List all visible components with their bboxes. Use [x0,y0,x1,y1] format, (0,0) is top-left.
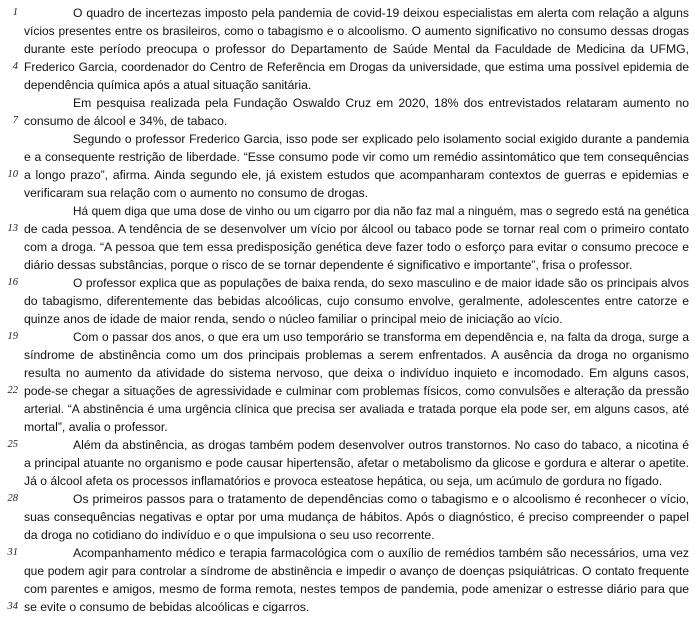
text-line [0,238,695,256]
line-number: 7 [12,115,18,126]
text-line [0,472,695,490]
line-text: diário dessas substâncias, porque o risco de se tornar dependente é significativo e importante”, frisa o professor. [24,258,633,272]
line-number: 1 [12,7,18,18]
text-line [0,580,695,598]
text-line [0,166,695,184]
line-text: vícios presentes entre os brasileiros, como o tabagismo e o alcoolismo. O aumento significativo no consumo dessas drogas [24,24,689,38]
line-text: da droga no cotidiano do indivíduo e o que impulsiona o seu uso recorrente. [24,528,435,542]
text-line [0,58,695,76]
line-text: com a droga. “A pessoa que tem essa predisposição genética deve fazer todo o esforço para evitar o consumo precoce e [24,240,689,254]
line-text: Já o álcool afeta os processos inflamatórios e provoca esteatose hepática, ou seja, um acúmulo de gordura no fígado. [24,474,663,488]
text-line [0,400,695,418]
line-text: a longo prazo”, afirma. Ainda segundo ele, já existem estudos que acompanharam contextos de guerras e epidemias e [24,168,689,182]
text-line [0,508,695,526]
line-text: resulta no aumento da atividade do sistema nervoso, que deixa o indivíduo inquieto e incomodado. Em alguns casos, [24,366,689,380]
text-line [0,184,695,202]
line-text: do tabagismo, diferentemente das bebidas alcoólicas, cujo consumo envolve, geralmente, adolescentes entre catorze e [24,294,689,308]
text-line [0,346,695,364]
line-number: 28 [7,493,18,504]
text-line [0,418,695,436]
text-line [0,526,695,544]
text-line [0,130,695,148]
line-text: O professor explica que as populações de baixa renda, do sexo masculino e de maior idade são os principais alvos [73,276,689,290]
text-line [0,490,695,508]
line-text: a principal atuante no organismo e pode causar hipertensão, afetar o metabolismo da glicose e gordura e alterar o apetite. [24,456,689,470]
line-text: síndrome de abstinência como um dos principais problemas a serem enfrentados. A ausência da droga no organismo [24,348,689,362]
text-line [0,292,695,310]
line-number: 31 [7,547,18,558]
text-line [0,94,695,112]
text-line [0,76,695,94]
text-line [0,436,695,454]
text-line [0,4,695,22]
line-text: Os primeiros passos para o tratamento de dependências como o tabagismo e o alcoolismo é reconhecer o vício, [73,492,689,506]
line-number: 25 [7,439,18,450]
line-text: Com o passar dos anos, o que era um uso temporário se transforma em dependência e, na falta da droga, surge a [73,330,689,344]
line-text: O quadro de incertezas imposto pela pandemia de covid-19 deixou especialistas em alerta com relação a alguns [73,6,689,20]
text-line [0,256,695,274]
text-line [0,598,695,616]
text-line [0,364,695,382]
line-text: Em pesquisa realizada pela Fundação Oswaldo Cruz em 2020, 18% dos entrevistados relataram aumento no [73,96,689,110]
line-number: 22 [7,385,18,396]
line-text: pode-se chegar a situações de agressividade e culminar com problemas físicos, como convulsões e alteração da pressão [24,384,689,398]
text-line [0,202,695,220]
line-text: que podem agir para controlar a síndrome de abstinência e impedir o avanço de doenças psiquiátricas. O contato frequente [24,564,689,578]
line-text: Além da abstinência, as drogas também podem desenvolver outros transtornos. No caso do tabaco, a nicotina é [73,438,689,452]
text-line [0,22,695,40]
line-text: verificaram sua relação com o aumento no consumo de drogas. [24,186,369,200]
line-text: Frederico Garcia, coordenador do Centro de Referência em Drogas da universidade, que estima uma possível epidemia de [24,60,689,74]
text-line [0,274,695,292]
text-line [0,40,695,58]
line-text: Acompanhamento médico e terapia farmacológica com o auxílio de remédios também são necessários, uma vez [73,546,689,560]
text-line [0,148,695,166]
line-text: consumo de álcool e 34%, de tabaco. [24,114,228,128]
text-line [0,310,695,328]
line-text: Segundo o professor Frederico Garcia, isso pode ser explicado pelo isolamento social exigido durante a pandemia [73,132,689,146]
line-number: 4 [12,61,18,72]
line-text: durante este período preocupa o professor do Departamento de Saúde Mental da Faculdade de Medicina da UFMG, [24,42,689,56]
text-line [0,454,695,472]
text-line [0,112,695,130]
line-text: suas consequências negativas e optar por uma mudança de hábitos. Após o diagnóstico, é preciso compreender o papel [24,510,689,524]
text-line [0,382,695,400]
line-number: 16 [7,277,18,288]
line-text: se evite o consumo de bebidas alcoólicas e cigarros. [24,600,310,614]
text-line [0,562,695,580]
line-text: Há quem diga que uma dose de vinho ou um cigarro por dia não faz mal a ninguém, mas o segredo está na genética [73,204,689,218]
line-number: 13 [7,223,18,234]
text-line [0,220,695,238]
line-text: de cada pessoa. A tendência de se desenvolver um vício por álcool ou tabaco pode se tornar real com o primeiro contato [24,222,689,236]
line-number: 19 [7,331,18,342]
line-text: quinze anos de idade de maior renda, sendo o núcleo familiar o principal meio de iniciação ao vício. [24,312,563,326]
line-text: mortal”, avalia o professor. [24,420,168,434]
line-text: e a consequente restrição de liberdade. “Esse consumo pode vir como um remédio assintomático que tem consequências [24,150,689,164]
line-text: com parentes e amigos, mesmo de forma remota, nestes tempos de pandemia, pode amenizar o estresse diário para que [24,582,689,596]
text-line [0,544,695,562]
line-number: 10 [7,169,18,180]
line-text: arterial. “A abstinência é uma urgência clínica que precisa ser avaliada e tratada porque ela pode ser, em alguns casos, até [24,402,689,416]
line-number: 34 [7,601,18,612]
text-line [0,328,695,346]
line-text: dependência química após a atual situação sanitária. [24,78,312,92]
